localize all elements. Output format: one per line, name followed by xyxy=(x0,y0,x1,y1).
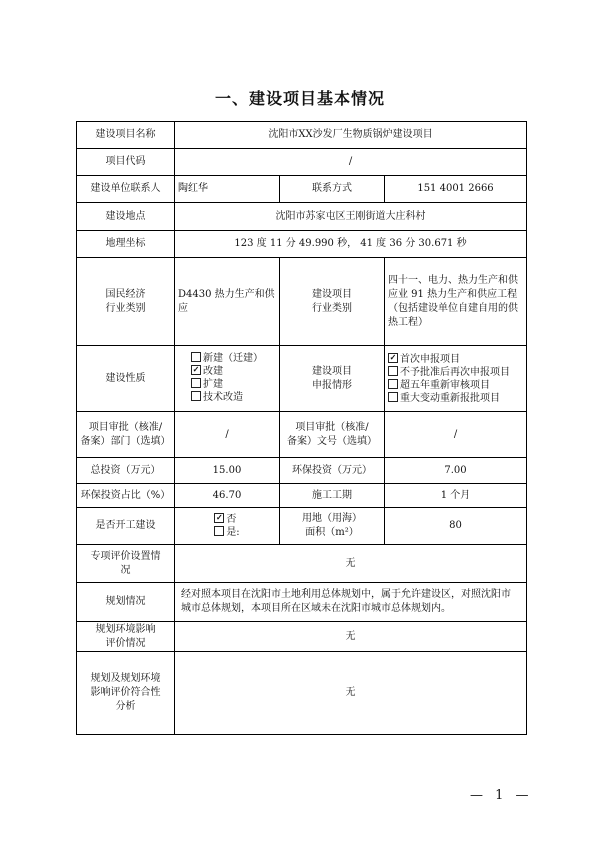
row-plan-env xyxy=(77,622,527,652)
nature-options xyxy=(175,346,280,412)
special-eval-label-line2: 况 xyxy=(120,564,131,576)
plan-conform-label-line2: 影响评价符合性 xyxy=(90,687,161,698)
industry-label xyxy=(77,258,175,346)
report-option-major-change[interactable]: 重大变动重新报批项目 xyxy=(388,392,523,405)
page-number: — 1 — xyxy=(470,788,533,803)
env-invest-value: 7.00 xyxy=(385,458,527,484)
checkbox-icon xyxy=(388,392,398,402)
checkbox-icon xyxy=(388,366,398,376)
period-label: 施工工期 xyxy=(280,484,385,508)
period-value: 1 个月 xyxy=(385,484,527,508)
row-industry xyxy=(77,258,527,346)
plan-conform-label xyxy=(77,652,175,735)
total-invest-label: 总投资（万元） xyxy=(77,458,175,484)
approval-doc-label-line2: 备案）文号（选填） xyxy=(287,435,377,447)
nature-option-tech[interactable]: 技术改造 xyxy=(191,391,263,404)
project-code-value: / xyxy=(175,149,527,176)
env-ratio-value: 46.70 xyxy=(175,484,280,508)
project-name-value: 沈阳市XX沙发厂生物质锅炉建设项目 xyxy=(175,122,527,149)
row-approval xyxy=(77,412,527,458)
special-eval-label-line1: 专项评价设置情 xyxy=(90,550,161,562)
row-coords xyxy=(77,231,527,258)
report-option-resubmit[interactable]: 不予批准后再次申报项目 xyxy=(388,366,523,379)
area-label-line1: 用地（用海） xyxy=(302,513,362,524)
contact-method-label: 联系方式 xyxy=(280,176,385,203)
industry-label-line1: 国民经济 xyxy=(105,288,146,300)
approval-dept-label xyxy=(77,412,175,458)
approval-dept-value: / xyxy=(175,412,280,458)
planning-value: 经对照本项目在沈阳市土地利用总体规划中，属于允许建设区，对照沈阳市城市总体规划，本项目所在区域未在沈阳市城市总体规划内。 xyxy=(175,583,527,622)
location-label: 建设地点 xyxy=(77,203,175,231)
location-value: 沈阳市苏家屯区王刚街道大庄科村 xyxy=(175,203,527,231)
category-value: 四十一、电力、热力生产和供应业 91 热力生产和供应工程 （包括建设单位自建自用的供热工程） xyxy=(385,258,527,346)
row-nature xyxy=(77,346,527,412)
plan-env-label-line2: 评价情况 xyxy=(105,637,146,649)
row-location xyxy=(77,203,527,231)
checkbox-checked-icon xyxy=(191,365,201,375)
report-option-five-year[interactable]: 超五年重新审核项目 xyxy=(388,379,523,392)
planning-label: 规划情况 xyxy=(77,583,175,622)
row-project-code xyxy=(77,149,527,176)
area-label xyxy=(280,508,385,545)
contact-label: 建设单位联系人 xyxy=(77,176,175,203)
total-invest-value: 15.00 xyxy=(175,458,280,484)
coords-value: 123 度 11 分 49.990 秒， 41 度 36 分 30.671 秒 xyxy=(175,231,527,258)
env-ratio-label: 环保投资占比（%） xyxy=(77,484,175,508)
project-info-table xyxy=(76,121,527,735)
started-label: 是否开工建设 xyxy=(77,508,175,545)
nature-option-expand[interactable]: 扩建 xyxy=(191,378,263,391)
checkbox-checked-icon xyxy=(214,513,224,523)
row-investment xyxy=(77,458,527,484)
row-contact xyxy=(77,176,527,203)
row-started xyxy=(77,508,527,545)
category-label-line1: 建设项目 xyxy=(312,288,352,300)
special-eval-label xyxy=(77,545,175,583)
contact-method-value: 151 4001 2666 xyxy=(385,176,527,203)
category-label-line2: 行业类别 xyxy=(312,302,352,314)
checkbox-icon xyxy=(191,352,201,362)
report-label-line1: 建设项目 xyxy=(312,365,352,377)
row-plan-conform xyxy=(77,652,527,735)
nature-label: 建设性质 xyxy=(77,346,175,412)
checkbox-icon xyxy=(191,378,201,388)
started-options xyxy=(175,508,280,545)
row-special-eval xyxy=(77,545,527,583)
plan-env-value: 无 xyxy=(175,622,527,652)
contact-value: 陶红华 xyxy=(175,176,280,203)
report-options xyxy=(385,346,527,412)
approval-doc-value: / xyxy=(385,412,527,458)
special-eval-value: 无 xyxy=(175,545,527,583)
page-title: 一、建设项目基本情况 xyxy=(214,89,385,108)
project-name-label: 建设项目名称 xyxy=(77,122,175,149)
checkbox-checked-icon xyxy=(388,353,398,363)
plan-conform-label-line1: 规划及规划环境 xyxy=(90,673,161,684)
industry-label-line2: 行业类别 xyxy=(105,302,146,314)
report-option-first[interactable]: ✓首次申报项目 xyxy=(388,353,523,366)
checkbox-icon xyxy=(191,391,201,401)
industry-value: D4430 热力生产和供应 xyxy=(175,258,280,346)
approval-dept-label-line2: 备案）部门（选填） xyxy=(80,435,171,447)
area-value: 80 xyxy=(385,508,527,545)
report-label-line2: 申报情形 xyxy=(312,379,352,391)
row-project-name xyxy=(77,122,527,149)
checkbox-icon xyxy=(388,379,398,389)
nature-option-rebuild[interactable]: ✓改建 xyxy=(191,365,263,378)
plan-conform-value: 无 xyxy=(175,652,527,735)
approval-doc-label-line1: 项目审批（核准/ xyxy=(295,421,369,433)
env-invest-label: 环保投资（万元） xyxy=(280,458,385,484)
coords-label: 地理坐标 xyxy=(77,231,175,258)
nature-option-new[interactable]: 新建（迁建） xyxy=(191,352,263,365)
plan-env-label-line1: 规划环境影响 xyxy=(95,623,156,635)
plan-env-label xyxy=(77,622,175,652)
category-label xyxy=(280,258,385,346)
row-planning xyxy=(77,583,527,622)
plan-conform-label-line3: 分析 xyxy=(115,701,136,712)
approval-dept-label-line1: 项目审批（核准/ xyxy=(88,421,163,433)
area-label-line2: 面积（m²） xyxy=(305,527,359,538)
row-ratio xyxy=(77,484,527,508)
report-label xyxy=(280,346,385,412)
approval-doc-label xyxy=(280,412,385,458)
started-option-yes[interactable]: 是: xyxy=(214,526,239,539)
checkbox-icon xyxy=(214,526,224,536)
project-code-label: 项目代码 xyxy=(77,149,175,176)
started-option-no[interactable]: ✓否 xyxy=(214,513,239,526)
